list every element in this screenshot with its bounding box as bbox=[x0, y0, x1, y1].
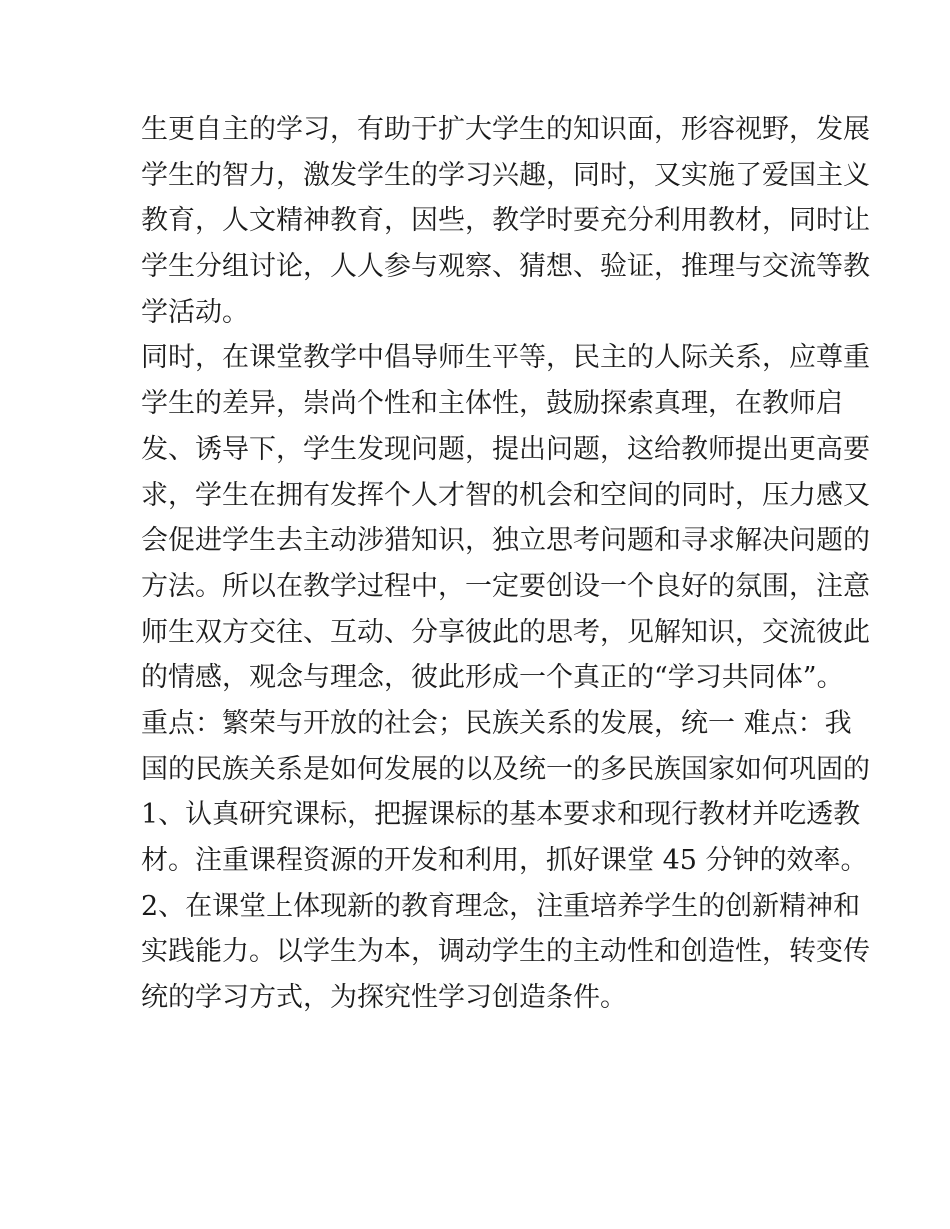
text-line: 会促进学生去主动涉猎知识，独立思考问题和寻求解决问题的 bbox=[141, 525, 870, 557]
text-line: 材。注重课程资源的开发和利用，抓好课堂 45 分钟的效率。 bbox=[141, 845, 868, 876]
text-line: 同时，在课堂教学中倡导师生平等，民主的人际关系，应尊重 bbox=[141, 342, 870, 374]
text-line: 师生双方交往、互动、分享彼此的思考，见解知识，交流彼此 bbox=[141, 616, 870, 648]
text-line: 学生的差异，崇尚个性和主体性，鼓励探索真理，在教师启 bbox=[141, 388, 843, 420]
text-line: 的情感，观念与理念，彼此形成一个真正的“学习共同体”。 bbox=[141, 662, 844, 694]
text-line: 求，学生在拥有发挥个人才智的机会和空间的同时，压力感又 bbox=[141, 479, 870, 511]
body-text bbox=[141, 107, 870, 1021]
text-line: 教育，人文精神教育，因些，教学时要充分利用教材，同时让 bbox=[141, 205, 870, 237]
text-line: 国的民族关系是如何发展的以及统一的多民族国家如何巩固的 bbox=[141, 753, 870, 785]
text-line: 实践能力。以学生为本，调动学生的主动性和创造性，转变传 bbox=[141, 936, 870, 968]
text-line: 发、诱导下，学生发现问题，提出问题，这给教师提出更高要 bbox=[141, 433, 870, 465]
text-line: 重点：繁荣与开放的社会；民族关系的发展，统一 难点：我 bbox=[141, 707, 852, 739]
text-line: 学生的智力，激发学生的学习兴趣，同时，又实施了爱国主义 bbox=[141, 159, 870, 191]
text-line: 学生分组讨论，人人参与观察、猜想、验证，推理与交流等教 bbox=[141, 251, 870, 283]
text-line: 统的学习方式，为探究性学习创造条件。 bbox=[141, 982, 627, 1014]
text-line: 生更自主的学习，有助于扩大学生的知识面，形容视野，发展 bbox=[141, 114, 870, 145]
text-line: 方法。所以在教学过程中，一定要创设一个良好的氛围，注意 bbox=[141, 570, 870, 602]
text-line: 学活动。 bbox=[141, 296, 249, 328]
text-line: 2、在课堂上体现新的教育理念，注重培养学生的创新精神和 bbox=[141, 890, 861, 922]
text-line: 1、认真研究课标，把握课标的基本要求和现行教材并吃透教 bbox=[141, 799, 861, 831]
